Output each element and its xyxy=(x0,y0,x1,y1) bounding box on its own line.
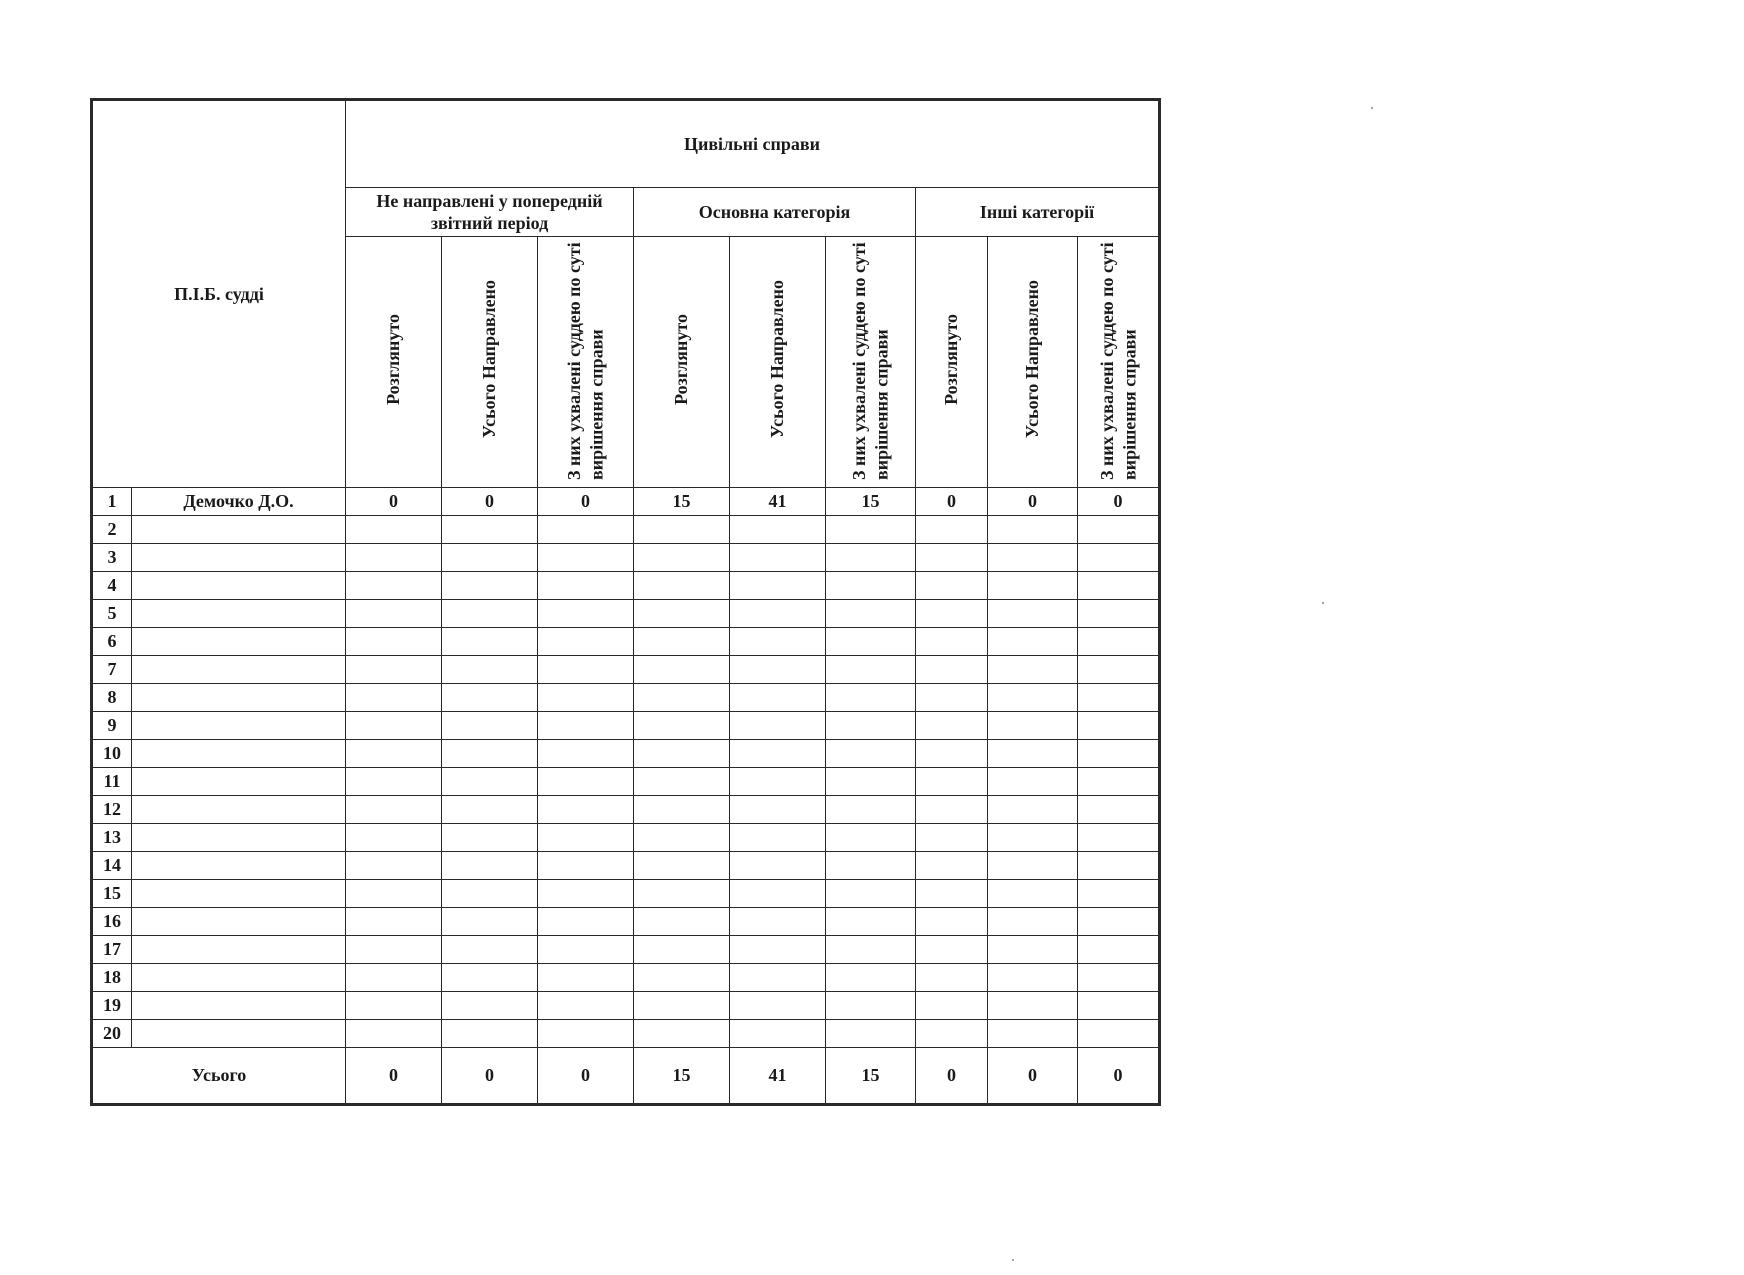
row-number: 13 xyxy=(92,824,132,852)
value-cell xyxy=(442,992,538,1020)
value-cell xyxy=(442,656,538,684)
value-cell xyxy=(442,712,538,740)
table-row xyxy=(92,908,1160,936)
row-number: 5 xyxy=(92,600,132,628)
table-row xyxy=(92,656,1160,684)
row-number: 12 xyxy=(92,796,132,824)
value-cell xyxy=(346,852,442,880)
value-cell: 0 xyxy=(538,488,634,516)
row-number: 2 xyxy=(92,516,132,544)
value-cell xyxy=(1078,712,1160,740)
table-row xyxy=(92,544,1160,572)
value-cell xyxy=(916,964,988,992)
value-cell xyxy=(826,628,916,656)
value-cell xyxy=(916,768,988,796)
row-number: 14 xyxy=(92,852,132,880)
value-cell xyxy=(346,656,442,684)
value-cell: 0 xyxy=(916,488,988,516)
value-cell xyxy=(538,516,634,544)
value-cell: 0 xyxy=(1078,488,1160,516)
value-cell xyxy=(988,684,1078,712)
judge-name-cell xyxy=(132,572,346,600)
value-cell xyxy=(730,1020,826,1048)
value-cell xyxy=(538,628,634,656)
judge-name-cell xyxy=(132,992,346,1020)
value-cell xyxy=(988,880,1078,908)
value-cell xyxy=(1078,852,1160,880)
value-cell xyxy=(442,908,538,936)
value-cell xyxy=(538,852,634,880)
table-row xyxy=(92,824,1160,852)
col-header-considered: Розглянуто xyxy=(346,237,442,488)
value-cell xyxy=(1078,628,1160,656)
value-cell xyxy=(826,796,916,824)
table-row xyxy=(92,516,1160,544)
value-cell xyxy=(826,880,916,908)
value-cell xyxy=(1078,768,1160,796)
row-number: 19 xyxy=(92,992,132,1020)
value-cell xyxy=(826,600,916,628)
value-cell xyxy=(730,992,826,1020)
value-cell xyxy=(634,1020,730,1048)
table-row xyxy=(92,684,1160,712)
value-cell xyxy=(346,824,442,852)
value-cell xyxy=(1078,964,1160,992)
judge-name-cell: Демочко Д.О. xyxy=(132,488,346,516)
value-cell xyxy=(916,740,988,768)
value-cell xyxy=(988,656,1078,684)
civil-cases-header: Цивільні справи xyxy=(346,100,1160,188)
value-cell xyxy=(538,796,634,824)
total-value-cell: 0 xyxy=(1078,1048,1160,1105)
value-cell xyxy=(988,824,1078,852)
value-cell xyxy=(730,740,826,768)
value-cell xyxy=(442,796,538,824)
value-cell xyxy=(634,712,730,740)
judge-name-cell xyxy=(132,908,346,936)
value-cell xyxy=(634,880,730,908)
table-row xyxy=(92,936,1160,964)
value-cell xyxy=(346,768,442,796)
value-cell xyxy=(916,852,988,880)
value-cell xyxy=(988,936,1078,964)
row-number: 16 xyxy=(92,908,132,936)
table-row xyxy=(92,852,1160,880)
value-cell xyxy=(442,516,538,544)
value-cell xyxy=(988,768,1078,796)
value-cell xyxy=(1078,656,1160,684)
value-cell xyxy=(442,572,538,600)
value-cell xyxy=(988,852,1078,880)
value-cell xyxy=(346,684,442,712)
value-cell xyxy=(538,656,634,684)
value-cell xyxy=(538,1020,634,1048)
value-cell xyxy=(730,852,826,880)
group-header-not-sent-previous: Не направлені у попередній звітний період xyxy=(346,188,634,237)
value-cell xyxy=(916,572,988,600)
judge-name-cell xyxy=(132,768,346,796)
value-cell xyxy=(988,740,1078,768)
value-cell xyxy=(730,544,826,572)
value-cell xyxy=(988,712,1078,740)
value-cell xyxy=(538,572,634,600)
value-cell xyxy=(916,824,988,852)
value-cell xyxy=(538,740,634,768)
value-cell xyxy=(538,992,634,1020)
judge-name-cell xyxy=(132,684,346,712)
table-row xyxy=(92,880,1160,908)
value-cell xyxy=(1078,908,1160,936)
value-cell xyxy=(916,516,988,544)
value-cell xyxy=(916,712,988,740)
value-cell xyxy=(730,684,826,712)
value-cell xyxy=(1078,880,1160,908)
value-cell xyxy=(730,880,826,908)
value-cell xyxy=(346,880,442,908)
value-cell xyxy=(916,656,988,684)
value-cell xyxy=(1078,1020,1160,1048)
value-cell xyxy=(442,880,538,908)
total-value-cell: 41 xyxy=(730,1048,826,1105)
value-cell xyxy=(634,936,730,964)
value-cell xyxy=(442,600,538,628)
value-cell xyxy=(346,740,442,768)
value-cell xyxy=(730,516,826,544)
value-cell xyxy=(442,1020,538,1048)
value-cell xyxy=(442,964,538,992)
value-cell xyxy=(634,992,730,1020)
value-cell xyxy=(634,656,730,684)
value-cell xyxy=(988,964,1078,992)
value-cell xyxy=(916,936,988,964)
value-cell xyxy=(634,908,730,936)
col-header-total-sent: Усього Направлено xyxy=(988,237,1078,488)
row-number: 7 xyxy=(92,656,132,684)
col-header-of-which: З них ухвалені суддею по суті вирішення справи xyxy=(1078,237,1160,488)
value-cell xyxy=(634,824,730,852)
value-cell xyxy=(346,796,442,824)
value-cell xyxy=(916,992,988,1020)
judge-name-cell xyxy=(132,628,346,656)
table-row xyxy=(92,1020,1160,1048)
value-cell xyxy=(538,600,634,628)
value-cell xyxy=(346,936,442,964)
value-cell xyxy=(538,684,634,712)
value-cell xyxy=(346,1020,442,1048)
total-value-cell: 0 xyxy=(916,1048,988,1105)
value-cell xyxy=(634,740,730,768)
value-cell xyxy=(988,992,1078,1020)
value-cell xyxy=(442,628,538,656)
total-value-cell: 0 xyxy=(346,1048,442,1105)
value-cell: 0 xyxy=(988,488,1078,516)
total-label: Усього xyxy=(92,1048,346,1105)
value-cell xyxy=(988,908,1078,936)
value-cell xyxy=(826,712,916,740)
civil-cases-report-table xyxy=(90,98,1161,1106)
row-number: 18 xyxy=(92,964,132,992)
value-cell xyxy=(346,572,442,600)
table-row xyxy=(92,628,1160,656)
value-cell xyxy=(826,852,916,880)
judge-name-cell xyxy=(132,656,346,684)
value-cell xyxy=(346,544,442,572)
value-cell xyxy=(346,908,442,936)
value-cell xyxy=(988,516,1078,544)
total-value-cell: 0 xyxy=(538,1048,634,1105)
value-cell xyxy=(916,684,988,712)
value-cell xyxy=(1078,684,1160,712)
value-cell xyxy=(538,936,634,964)
row-number: 8 xyxy=(92,684,132,712)
value-cell xyxy=(826,824,916,852)
value-cell xyxy=(442,684,538,712)
value-cell xyxy=(916,1020,988,1048)
value-cell xyxy=(634,516,730,544)
value-cell xyxy=(634,852,730,880)
value-cell xyxy=(916,796,988,824)
value-cell xyxy=(826,516,916,544)
judge-name-cell xyxy=(132,936,346,964)
col-header-total-sent: Усього Направлено xyxy=(730,237,826,488)
value-cell xyxy=(916,544,988,572)
value-cell xyxy=(634,684,730,712)
row-number: 6 xyxy=(92,628,132,656)
value-cell xyxy=(988,544,1078,572)
total-value-cell: 15 xyxy=(634,1048,730,1105)
value-cell: 0 xyxy=(346,488,442,516)
value-cell xyxy=(988,1020,1078,1048)
table-row xyxy=(92,712,1160,740)
value-cell xyxy=(916,628,988,656)
value-cell: 0 xyxy=(442,488,538,516)
total-value-cell: 0 xyxy=(442,1048,538,1105)
value-cell xyxy=(538,544,634,572)
col-header-of-which: З них ухвалені суддею по суті вирішення справи xyxy=(538,237,634,488)
value-cell xyxy=(346,628,442,656)
value-cell xyxy=(538,824,634,852)
col-header-of-which: З них ухвалені суддею по суті вирішення справи xyxy=(826,237,916,488)
value-cell xyxy=(988,600,1078,628)
value-cell xyxy=(826,572,916,600)
value-cell xyxy=(442,936,538,964)
value-cell xyxy=(730,936,826,964)
table-row xyxy=(92,796,1160,824)
value-cell xyxy=(730,712,826,740)
value-cell xyxy=(1078,516,1160,544)
value-cell xyxy=(730,628,826,656)
group-header-other-categories: Інші категорії xyxy=(916,188,1160,237)
table-row xyxy=(92,488,1160,516)
value-cell xyxy=(442,824,538,852)
value-cell xyxy=(826,936,916,964)
row-number: 9 xyxy=(92,712,132,740)
value-cell xyxy=(826,684,916,712)
value-cell xyxy=(1078,544,1160,572)
judge-name-cell xyxy=(132,796,346,824)
value-cell xyxy=(730,572,826,600)
value-cell xyxy=(346,600,442,628)
row-number: 10 xyxy=(92,740,132,768)
value-cell xyxy=(634,796,730,824)
judge-name-cell xyxy=(132,712,346,740)
value-cell: 15 xyxy=(826,488,916,516)
value-cell xyxy=(346,964,442,992)
group-header-main-category: Основна категорія xyxy=(634,188,916,237)
value-cell xyxy=(634,628,730,656)
value-cell xyxy=(730,768,826,796)
value-cell xyxy=(916,908,988,936)
row-number: 17 xyxy=(92,936,132,964)
value-cell xyxy=(634,768,730,796)
value-cell xyxy=(538,768,634,796)
value-cell xyxy=(826,656,916,684)
value-cell xyxy=(442,768,538,796)
value-cell: 41 xyxy=(730,488,826,516)
value-cell xyxy=(538,908,634,936)
row-number: 11 xyxy=(92,768,132,796)
value-cell xyxy=(1078,600,1160,628)
value-cell: 15 xyxy=(634,488,730,516)
col-header-considered: Розглянуто xyxy=(916,237,988,488)
row-number: 1 xyxy=(92,488,132,516)
value-cell xyxy=(634,572,730,600)
judge-name-cell xyxy=(132,964,346,992)
judge-name-cell xyxy=(132,740,346,768)
value-cell xyxy=(538,964,634,992)
value-cell xyxy=(826,1020,916,1048)
judge-name-cell xyxy=(132,852,346,880)
value-cell xyxy=(1078,740,1160,768)
table-row xyxy=(92,600,1160,628)
value-cell xyxy=(826,544,916,572)
row-number: 3 xyxy=(92,544,132,572)
scan-speck xyxy=(1322,602,1324,604)
value-cell xyxy=(988,796,1078,824)
value-cell xyxy=(916,880,988,908)
value-cell xyxy=(730,656,826,684)
total-row xyxy=(92,1048,1160,1105)
table-row xyxy=(92,964,1160,992)
value-cell xyxy=(442,544,538,572)
judge-name-cell xyxy=(132,600,346,628)
value-cell xyxy=(988,628,1078,656)
value-cell xyxy=(1078,992,1160,1020)
value-cell xyxy=(730,964,826,992)
judge-name-cell xyxy=(132,824,346,852)
judge-name-header: П.І.Б. судді xyxy=(92,100,346,488)
value-cell xyxy=(346,992,442,1020)
value-cell xyxy=(730,600,826,628)
table-row xyxy=(92,572,1160,600)
row-number: 20 xyxy=(92,1020,132,1048)
col-header-considered: Розглянуто xyxy=(634,237,730,488)
scan-speck xyxy=(1371,107,1373,109)
value-cell xyxy=(1078,572,1160,600)
value-cell xyxy=(916,600,988,628)
value-cell xyxy=(730,824,826,852)
judge-name-cell xyxy=(132,880,346,908)
value-cell xyxy=(634,544,730,572)
value-cell xyxy=(538,880,634,908)
judge-name-cell xyxy=(132,1020,346,1048)
value-cell xyxy=(442,740,538,768)
value-cell xyxy=(730,796,826,824)
scan-speck xyxy=(1012,1259,1014,1261)
judge-name-cell xyxy=(132,544,346,572)
value-cell xyxy=(826,768,916,796)
total-value-cell: 15 xyxy=(826,1048,916,1105)
value-cell xyxy=(826,908,916,936)
table-row xyxy=(92,740,1160,768)
value-cell xyxy=(346,516,442,544)
value-cell xyxy=(634,964,730,992)
value-cell xyxy=(988,572,1078,600)
value-cell xyxy=(826,740,916,768)
value-cell xyxy=(346,712,442,740)
table-row xyxy=(92,992,1160,1020)
value-cell xyxy=(826,992,916,1020)
value-cell xyxy=(1078,936,1160,964)
value-cell xyxy=(634,600,730,628)
judge-name-cell xyxy=(132,516,346,544)
total-value-cell: 0 xyxy=(988,1048,1078,1105)
row-number: 15 xyxy=(92,880,132,908)
value-cell xyxy=(538,712,634,740)
value-cell xyxy=(442,852,538,880)
value-cell xyxy=(730,908,826,936)
table-row xyxy=(92,768,1160,796)
col-header-total-sent: Усього Направлено xyxy=(442,237,538,488)
row-number: 4 xyxy=(92,572,132,600)
value-cell xyxy=(1078,824,1160,852)
value-cell xyxy=(1078,796,1160,824)
value-cell xyxy=(826,964,916,992)
